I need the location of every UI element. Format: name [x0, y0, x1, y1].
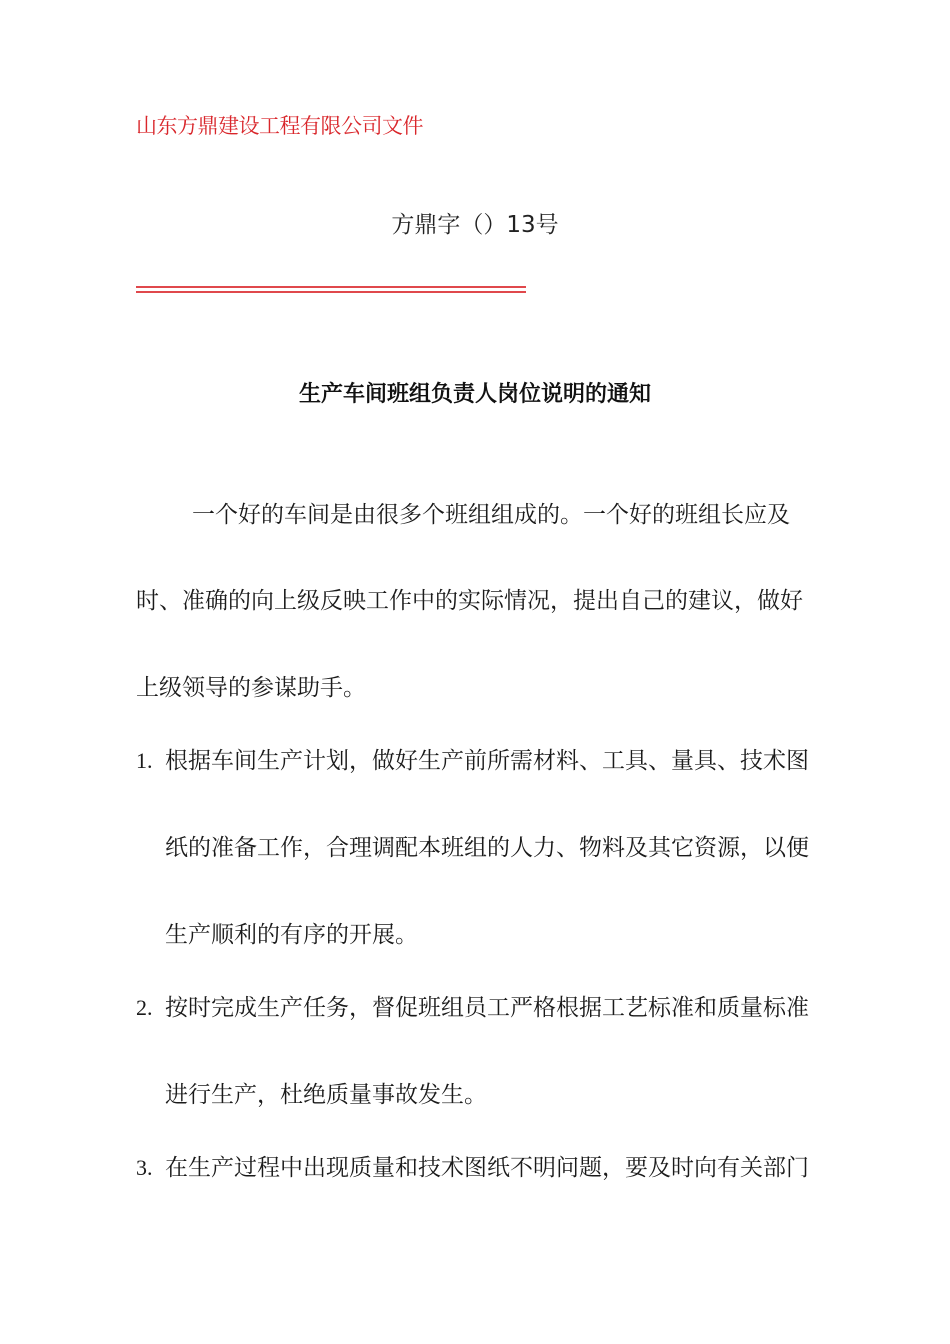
intro-line-2: 时、准确的向上级反映工作中的实际情况，提出自己的建议，做好 — [136, 588, 803, 614]
organization-header: 山东方鼎建设工程有限公司文件 — [136, 114, 423, 138]
list-item-1-line-2: 纸的准备工作，合理调配本班组的人力、物料及其它资源，以便 — [165, 835, 809, 861]
list-item-1-line-3: 生产顺利的有序的开展。 — [165, 922, 418, 948]
intro-line-1: 一个好的车间是由很多个班组组成的。一个好的班组长应及 — [192, 502, 790, 528]
list-item-number-3: 3. — [136, 1155, 153, 1180]
list-item-number-2: 2. — [136, 995, 153, 1020]
document-number: 方鼎字（）13号 — [391, 212, 559, 238]
list-item-3-line-1: 在生产过程中出现质量和技术图纸不明问题，要及时向有关部门 — [165, 1155, 809, 1181]
red-header-rule — [136, 286, 526, 293]
list-item-2-line-2: 进行生产，杜绝质量事故发生。 — [165, 1082, 487, 1108]
list-item-2-line-1: 按时完成生产任务，督促班组员工严格根据工艺标准和质量标准 — [165, 995, 809, 1021]
list-item-1-line-1: 根据车间生产计划，做好生产前所需材料、工具、量具、技术图 — [165, 748, 809, 774]
document-title: 生产车间班组负责人岗位说明的通知 — [298, 382, 651, 407]
intro-line-3: 上级领导的参谋助手。 — [136, 675, 366, 701]
list-item-number-1: 1. — [136, 748, 153, 773]
